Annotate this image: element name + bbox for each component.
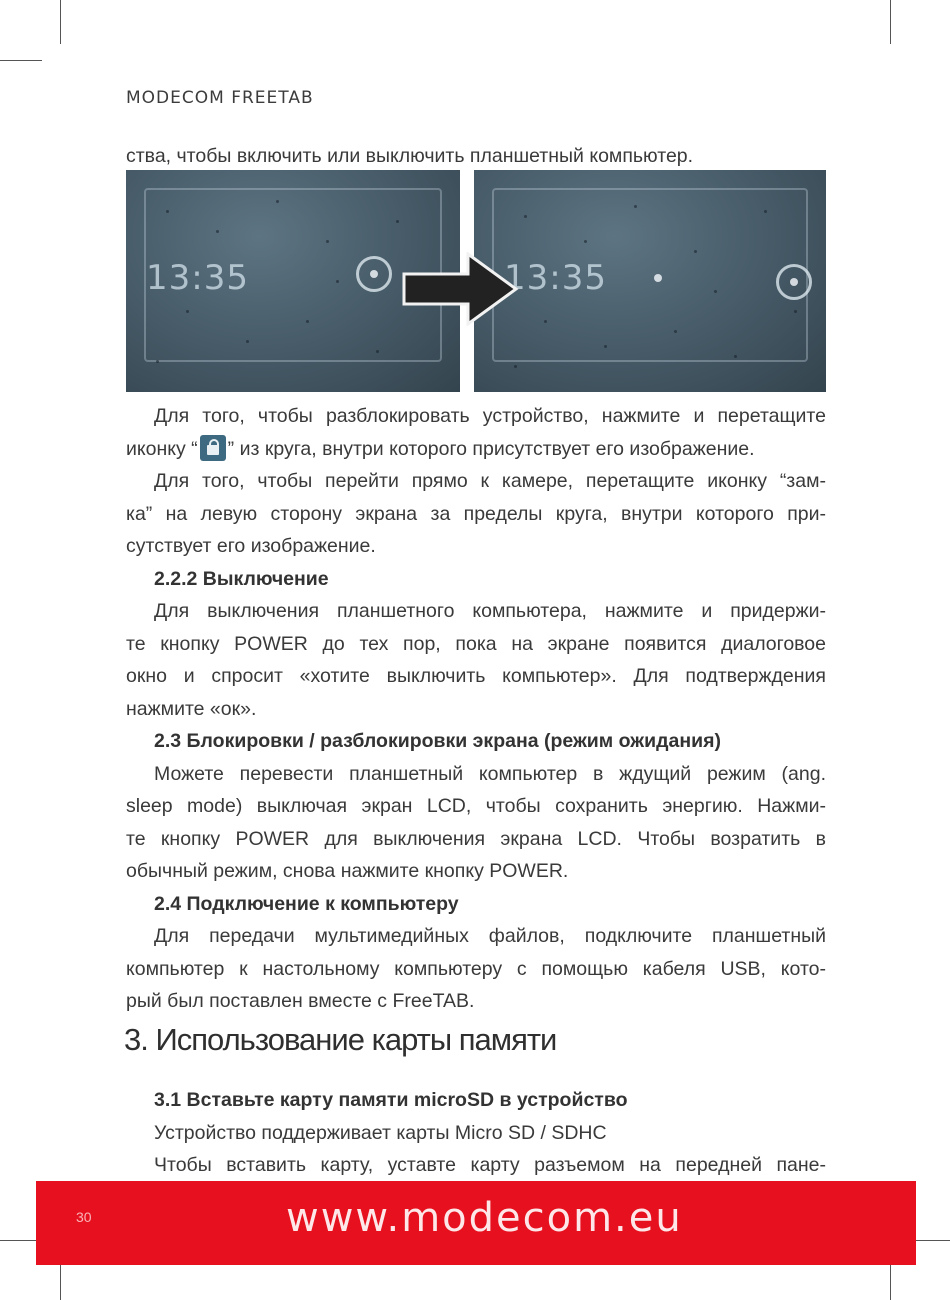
text-line: компьютер к настольному компьютеру с помощью кабеля USB, кото- [126, 957, 826, 980]
text-line: Для выключения планшетного компьютера, нажмите и придержи- [154, 600, 826, 622]
section-3-title: 3. Использование карты памяти [124, 1022, 557, 1057]
text-line: те кнопку POWER до тех пор, пока на экране появится диалоговое [126, 632, 826, 655]
page-header: MODECOM FREETAB [126, 88, 314, 108]
section-3-body [126, 1084, 826, 1182]
text-line: те кнопку POWER для выключения экрана LCD. Чтобы возратить в [126, 827, 826, 850]
paragraph-unlock [126, 400, 826, 465]
text-fragment: иконку “ [126, 437, 198, 460]
text-line: обычный режим, снова нажмите кнопку POWER. [126, 860, 569, 882]
lock-icon [200, 435, 226, 461]
crop-mark [890, 0, 891, 44]
crop-mark [60, 0, 61, 44]
text-line: Чтобы вставить карту, уставте карту разъемом на передней пане- [154, 1154, 826, 1176]
paragraph-camera [126, 465, 826, 1018]
text-line: окно и спросит «хотите выключить компьютер». Для подтверждения [126, 665, 826, 687]
footer-bar [36, 1181, 916, 1265]
clock-text: 13:35 [146, 258, 249, 298]
lock-dot-icon [654, 274, 662, 282]
text-fragment: ” из круга, внутри которого присутствует его изображение. [227, 437, 755, 460]
text-line: нажмите «ок». [126, 697, 257, 720]
page-number: 30 [76, 1209, 92, 1225]
unlock-dot-icon [790, 278, 798, 286]
text-line: Для того, чтобы разблокировать устройство, нажмите и перетащите [154, 405, 826, 427]
text-line: Устройство поддерживает карты Micro SD / SDHC [154, 1121, 607, 1144]
text-line: Для того, чтобы перейти прямо к камере, перетащите иконку “зам- [154, 470, 826, 492]
text-line: ства, чтобы включить или выключить планшетный компьютер. [126, 145, 694, 167]
heading-3-1: 3.1 Вставьте карту памяти microSD в устройство [154, 1089, 628, 1111]
clock-text: 13:35 [504, 258, 607, 298]
text-line: рый был поставлен вместе с FreeTAB. [126, 990, 475, 1012]
text-line: sleep mode) выключая экран LCD, чтобы сохранить энергию. Нажми- [126, 795, 826, 817]
text-line: Можете перевести планшетный компьютер в ждущий режим (ang. [154, 762, 826, 785]
heading-2-2-2: 2.2.2 Выключение [154, 567, 329, 590]
crop-mark [0, 60, 42, 61]
heading-2-4: 2.4 Подключение к компьютеру [154, 892, 459, 915]
top-line-block [126, 140, 826, 173]
lock-dot-icon [370, 270, 378, 278]
text-line: сутствует его изображение. [126, 535, 376, 557]
arrow-right-icon [402, 252, 520, 326]
lockscreen-after [474, 170, 826, 392]
text-line: ка” на левую сторону экрана за пределы круга, внутри которого при- [126, 502, 826, 525]
footer-url: www.modecom.eu [286, 1195, 683, 1241]
heading-2-3: 2.3 Блокировки / разблокировки экрана (режим ожидания) [154, 730, 721, 752]
lockscreen-illustration [126, 170, 826, 392]
text-line: Для передачи мультимедийных файлов, подключите планшетный [154, 925, 826, 947]
text-line [126, 433, 826, 466]
